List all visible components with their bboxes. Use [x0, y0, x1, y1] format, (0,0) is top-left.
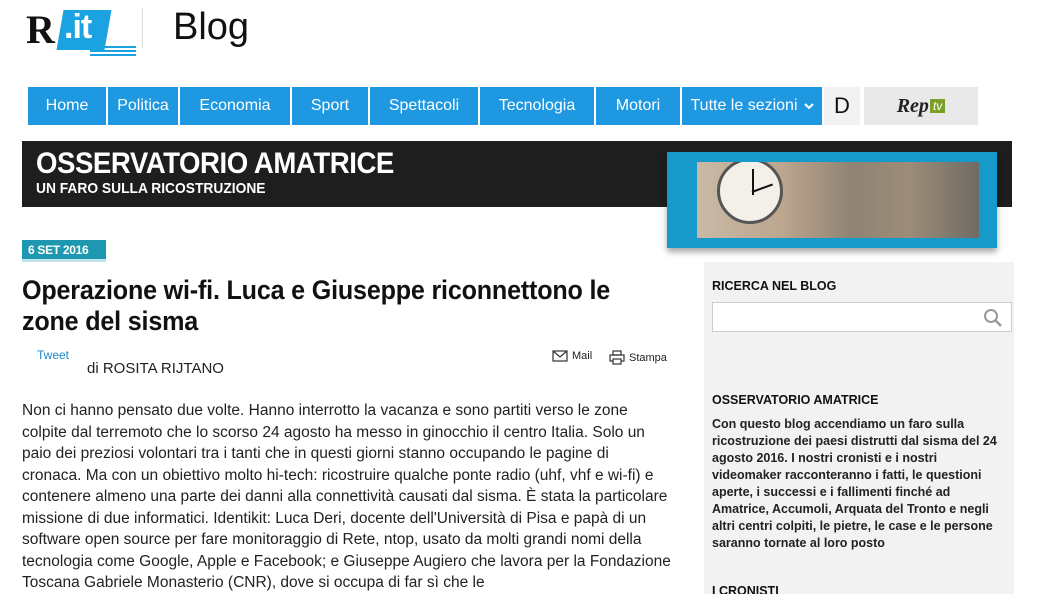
nav-item-tutte-le-sezioni[interactable]	[682, 87, 822, 125]
clock-tower-image	[697, 162, 979, 238]
cronisti-heading: I CRONISTI	[712, 584, 779, 594]
logo-r-text: R	[26, 7, 53, 52]
about-heading: OSSERVATORIO AMATRICE	[712, 393, 879, 407]
blog-search-input[interactable]	[713, 303, 973, 331]
article-headline: Operazione wi-fi. Luca e Giuseppe riconnettono le zone del sisma	[22, 275, 611, 336]
nav-item-tecnologia[interactable]: Tecnologia	[480, 87, 594, 125]
repubblica-logo[interactable]	[26, 6, 110, 54]
banner-image-frame	[667, 152, 997, 248]
nav-item-tutte-label: Tutte le sezioni	[690, 97, 798, 114]
nav-item-d[interactable]: D	[824, 87, 860, 125]
print-label: Stampa	[629, 351, 667, 364]
blog-search-box	[712, 302, 1012, 332]
nav-item-politica[interactable]: Politica	[108, 87, 178, 125]
mail-label: Mail	[572, 350, 593, 362]
print-button[interactable]	[609, 350, 667, 365]
banner-subtitle: UN FARO SULLA RICOSTRUZIONE	[36, 180, 266, 197]
nav-item-reptv[interactable]	[864, 87, 978, 125]
nav-item-home[interactable]: Home	[28, 87, 106, 125]
printer-icon	[609, 350, 625, 365]
search-heading: RICERCA NEL BLOG	[712, 279, 837, 293]
mail-icon	[552, 350, 568, 362]
mail-button[interactable]	[552, 350, 592, 362]
logo-lines	[90, 46, 136, 58]
clock-icon	[717, 162, 783, 224]
nav-item-sport[interactable]: Sport	[292, 87, 368, 125]
article-byline: di ROSITA RIJTANO	[87, 360, 224, 377]
logo-it-text: .it	[64, 8, 92, 46]
nav-item-economia[interactable]: Economia	[180, 87, 290, 125]
tv-badge: tv	[930, 99, 945, 113]
site-header	[0, 0, 1049, 70]
nav-item-spettacoli[interactable]: Spettacoli	[370, 87, 478, 125]
main-nav	[28, 87, 980, 125]
article-body: Non ci hanno pensato due volte. Hanno interrotto la vacanza e sono partiti verso le zone colpite dal terremoto che lo scorso 24 agosto ha messo in ginocchio il centro Italia. Solo un paio dei preziosi volontari tra i tanti che in questi giorni stanno occupando le pagine di cronaca. Ma con un obiettivo molto hi-tech: ricostruire qualche ponte radio (uhf, vhf e wi-fi) e contenere almeno una parte dei danni alla connettività causati dal sisma. È stata la particolare missione di due informatici. Identikit: Luca Deri, docente dell'Università di Pisa e papà di un software open source per fare monitoraggio di Rete, ntop, usato da molti grandi nomi della tecnologia come Google, Apple e Facebook; e Giuseppe Augiero che lavora per la Fondazione Toscana Gabriele Monasterio (CNR), dove si occupa di far sì che le	[22, 402, 671, 591]
blog-section-title[interactable]: Blog	[173, 6, 250, 48]
search-icon[interactable]	[983, 308, 1003, 333]
about-text: Con questo blog accendiamo un faro sulla ricostruzione dei paesi distrutti dal sisma del 24 agosto 2016. I nostri cronisti e i nostri videomaker racconteranno i fatti, le questioni aperte, i successi e i fallimenti finché ad Amatrice, Accumoli, Arquata del Tronto e negli altri centri colpiti, le pietre, le case e le persone saranno tornate al loro posto	[712, 417, 997, 550]
header-divider	[142, 8, 143, 48]
rep-logo-text: Rep	[896, 94, 929, 117]
banner-title[interactable]: OSSERVATORIO AMATRICE	[36, 147, 394, 180]
date-badge: 6 SET 2016	[22, 240, 106, 262]
sidebar	[704, 262, 1014, 594]
tweet-button[interactable]: Tweet	[37, 348, 70, 362]
nav-item-motori[interactable]: Motori	[596, 87, 680, 125]
chevron-down-icon	[804, 99, 814, 113]
